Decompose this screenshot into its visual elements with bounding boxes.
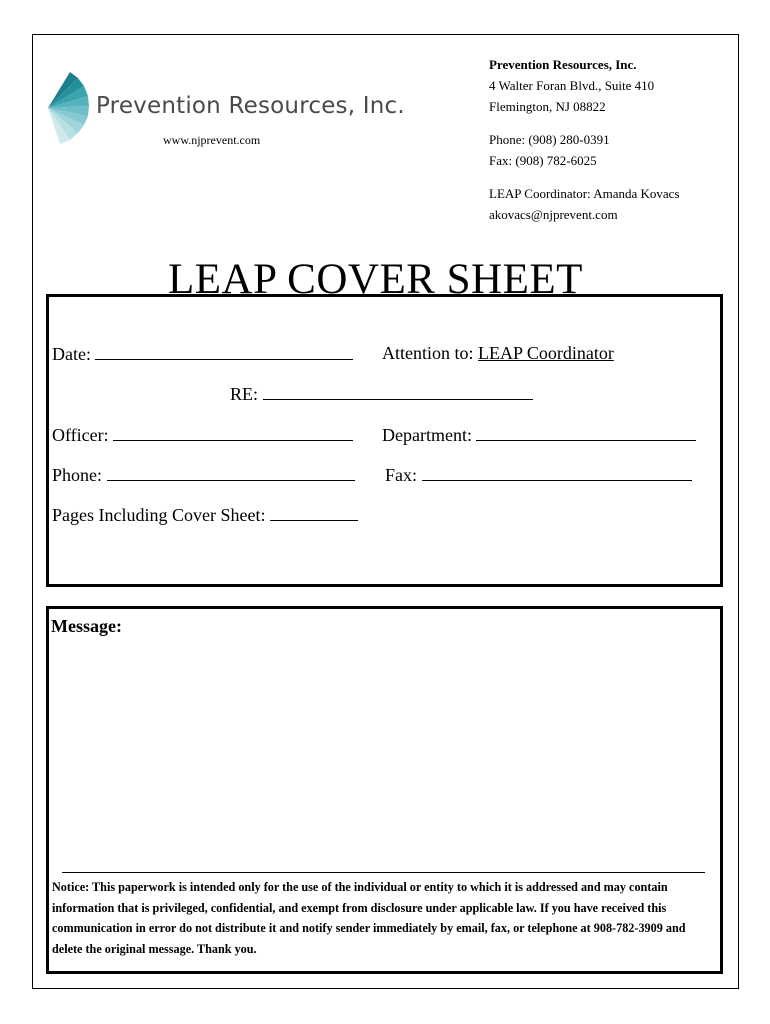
pages-row [52,504,358,526]
divider-line [62,872,705,873]
phone-label: Phone: [52,465,103,485]
officer-field[interactable] [113,424,353,441]
phone-field[interactable] [107,464,355,481]
department-row [382,424,696,446]
attention-value: LEAP Coordinator [478,343,614,363]
attention-label: Attention to: [382,343,474,363]
contact-fax: Fax: (908) 782-6025 [489,153,597,168]
contact-email[interactable]: akovacs@njprevent.com [489,207,618,222]
company-name: Prevention Resources, Inc. [96,93,405,119]
date-row [52,343,353,365]
department-label: Department: [382,425,472,445]
officer-label: Officer: [52,425,109,445]
contact-org: Prevention Resources, Inc. [489,57,637,72]
fax-field[interactable] [422,464,692,481]
re-field[interactable] [263,383,533,400]
message-label: Message: [51,616,122,636]
officer-row [52,424,353,446]
website-link[interactable]: www.njprevent.com [163,133,261,147]
department-field[interactable] [476,424,696,441]
logo-icon [44,68,100,148]
date-label: Date: [52,344,91,364]
re-label: RE: [230,384,259,404]
date-field[interactable] [95,343,353,360]
contact-address-line1: 4 Walter Foran Blvd., Suite 410 [489,78,655,93]
fax-label: Fax: [385,465,418,485]
fax-row [385,464,692,486]
page-title: LEAP COVER SHEET [168,256,583,303]
re-row [230,383,533,405]
pages-field[interactable] [270,504,358,521]
contact-phone: Phone: (908) 280-0391 [489,132,610,147]
phone-row [52,464,355,486]
contact-coordinator: LEAP Coordinator: Amanda Kovacs [489,186,680,201]
pages-label: Pages Including Cover Sheet: [52,505,266,525]
contact-block [489,54,739,225]
attention-row [382,343,614,364]
contact-address-line2: Flemington, NJ 08822 [489,99,606,114]
notice-text: Notice: This paperwork is intended only for the use of the individual or entity to which it is addressed and may contain information that is privileged, confidential, and exempt from disclosure under applicable law. If you have received this communication in error do not distribute it and notify sender immediately by email, fax, or telephone at 908-782-3909 and delete the original message. Thank you. [52,880,686,956]
